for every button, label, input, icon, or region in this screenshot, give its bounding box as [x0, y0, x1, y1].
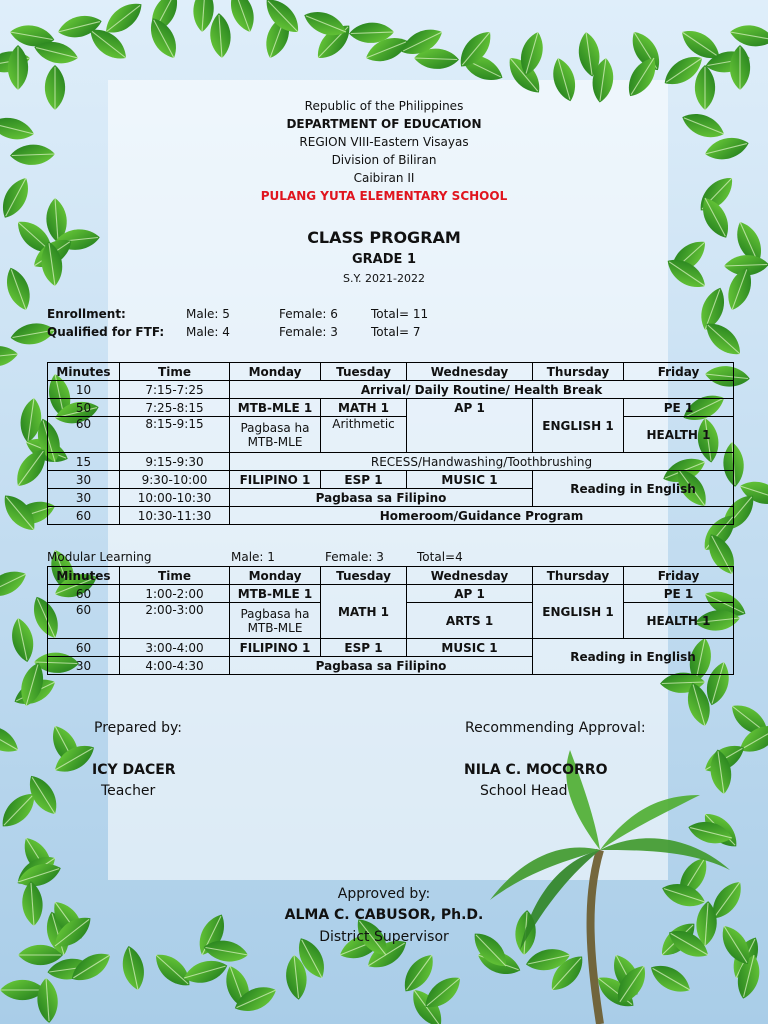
table-row [48, 453, 734, 471]
cell-thursday: ENGLISH 1 [533, 585, 624, 639]
cell-minutes: 30 [48, 657, 120, 675]
modular-label: Modular Learning [47, 550, 152, 564]
col-monday: Monday [230, 363, 321, 381]
cell-monday: MTB-MLE 1 [230, 399, 321, 417]
table-row [48, 471, 734, 489]
cell-monday: Pagbasa ha MTB-MLE [230, 603, 321, 639]
cell-time: 10:00-10:30 [120, 489, 230, 507]
cell-wednesday: MUSIC 1 [407, 471, 533, 489]
cell-span: RECESS/Handwashing/Toothbrushing [230, 453, 734, 471]
col-minutes: Minutes [48, 567, 120, 585]
cell-wednesday: AP 1 [407, 585, 533, 603]
col-thursday: Thursday [533, 567, 624, 585]
col-friday: Friday [624, 363, 734, 381]
grade-label: GRADE 1 [352, 252, 416, 267]
col-wednesday: Wednesday [407, 363, 533, 381]
table-row [48, 381, 734, 399]
ftf-schedule-table [47, 362, 734, 525]
cell-tuesday: MATH 1 [321, 585, 407, 639]
col-minutes: Minutes [48, 363, 120, 381]
table-row [48, 399, 734, 417]
cell-friday: HEALTH 1 [624, 603, 734, 639]
col-friday: Friday [624, 567, 734, 585]
recommending-label: Recommending Approval: [465, 720, 646, 736]
cell-friday: PE 1 [624, 585, 734, 603]
cell-tuesday: ESP 1 [321, 471, 407, 489]
cell-tuesday: ESP 1 [321, 639, 407, 657]
cell-tuesday: Arithmetic [321, 417, 407, 453]
table-header-row [48, 567, 734, 585]
cell-friday: HEALTH 1 [624, 417, 734, 453]
modular-male: Male: 1 [231, 550, 275, 564]
recommending-role: School Head [480, 783, 568, 799]
cell-friday: PE 1 [624, 399, 734, 417]
col-time: Time [120, 363, 230, 381]
page-title: CLASS PROGRAM [307, 228, 461, 247]
prepared-name: ICY DACER [92, 762, 176, 778]
cell-monday: MTB-MLE 1 [230, 585, 321, 603]
school-year: S.Y. 2021-2022 [343, 272, 425, 285]
recommending-name: NILA C. MOCORRO [464, 762, 608, 778]
republic-line: Republic of the Philippines [304, 99, 464, 113]
cell-time: 7:25-8:15 [120, 399, 230, 417]
table-row [48, 585, 734, 603]
cell-monday: FILIPINO 1 [230, 639, 321, 657]
cell-minutes: 60 [48, 417, 120, 453]
cell-tuesday: MATH 1 [321, 399, 407, 417]
enrollment-male: Male: 5 [186, 307, 230, 321]
cell-span: Pagbasa sa Filipino [230, 489, 533, 507]
modular-female: Female: 3 [325, 550, 384, 564]
cell-minutes: 60 [48, 507, 120, 525]
cell-time: 3:00-4:00 [120, 639, 230, 657]
cell-minutes: 10 [48, 381, 120, 399]
ftf-label: Qualified for FTF: [47, 325, 165, 339]
prepared-role: Teacher [101, 783, 156, 799]
cell-thursday: ENGLISH 1 [533, 399, 624, 453]
table-row [48, 507, 734, 525]
cell-minutes: 50 [48, 399, 120, 417]
cell-minutes: 30 [48, 471, 120, 489]
cell-time: 9:15-9:30 [120, 453, 230, 471]
table-row [48, 417, 734, 453]
cell-wednesday: ARTS 1 [407, 603, 533, 639]
table-header-row [48, 363, 734, 381]
ftf-female: Female: 3 [279, 325, 338, 339]
prepared-label: Prepared by: [94, 720, 182, 736]
col-thursday: Thursday [533, 363, 624, 381]
cell-time: 10:30-11:30 [120, 507, 230, 525]
region-line: REGION VIII-Eastern Visayas [299, 135, 469, 149]
modular-schedule-table [47, 566, 734, 675]
col-tuesday: Tuesday [321, 363, 407, 381]
cell-time: 4:00-4:30 [120, 657, 230, 675]
col-wednesday: Wednesday [407, 567, 533, 585]
approved-label: Approved by: [337, 886, 431, 902]
cell-time: 7:15-7:25 [120, 381, 230, 399]
enrollment-female: Female: 6 [279, 307, 338, 321]
cell-time: 2:00-3:00 [120, 603, 230, 639]
cell-time: 1:00-2:00 [120, 585, 230, 603]
cell-wednesday: MUSIC 1 [407, 639, 533, 657]
col-monday: Monday [230, 567, 321, 585]
ftf-male: Male: 4 [186, 325, 230, 339]
col-time: Time [120, 567, 230, 585]
cell-thursday-friday: Reading in English [533, 639, 734, 675]
cell-thursday-friday: Reading in English [533, 471, 734, 507]
table-row [48, 639, 734, 657]
school-name: PULANG YUTA ELEMENTARY SCHOOL [260, 189, 508, 203]
cell-minutes: 15 [48, 453, 120, 471]
modular-total: Total=4 [417, 550, 463, 564]
ftf-total: Total= 7 [371, 325, 421, 339]
cell-minutes: 30 [48, 489, 120, 507]
cell-wednesday: AP 1 [407, 399, 533, 453]
division-line: Division of Biliran [331, 153, 437, 167]
department-line: DEPARTMENT OF EDUCATION [286, 117, 482, 131]
approved-name: ALMA C. CABUSOR, Ph.D. [284, 907, 484, 923]
cell-time: 9:30-10:00 [120, 471, 230, 489]
cell-monday: FILIPINO 1 [230, 471, 321, 489]
cell-span: Arrival/ Daily Routine/ Health Break [230, 381, 734, 399]
cell-span: Homeroom/Guidance Program [230, 507, 734, 525]
enrollment-label: Enrollment: [47, 307, 126, 321]
cell-minutes: 60 [48, 639, 120, 657]
cell-time: 8:15-9:15 [120, 417, 230, 453]
col-tuesday: Tuesday [321, 567, 407, 585]
cell-minutes: 60 [48, 585, 120, 603]
district-line: Caibiran II [353, 171, 415, 185]
enrollment-total: Total= 11 [371, 307, 429, 321]
cell-minutes: 60 [48, 603, 120, 639]
cell-monday: Pagbasa ha MTB-MLE [230, 417, 321, 453]
cell-span: Pagbasa sa Filipino [230, 657, 533, 675]
approved-role: District Supervisor [319, 929, 449, 945]
